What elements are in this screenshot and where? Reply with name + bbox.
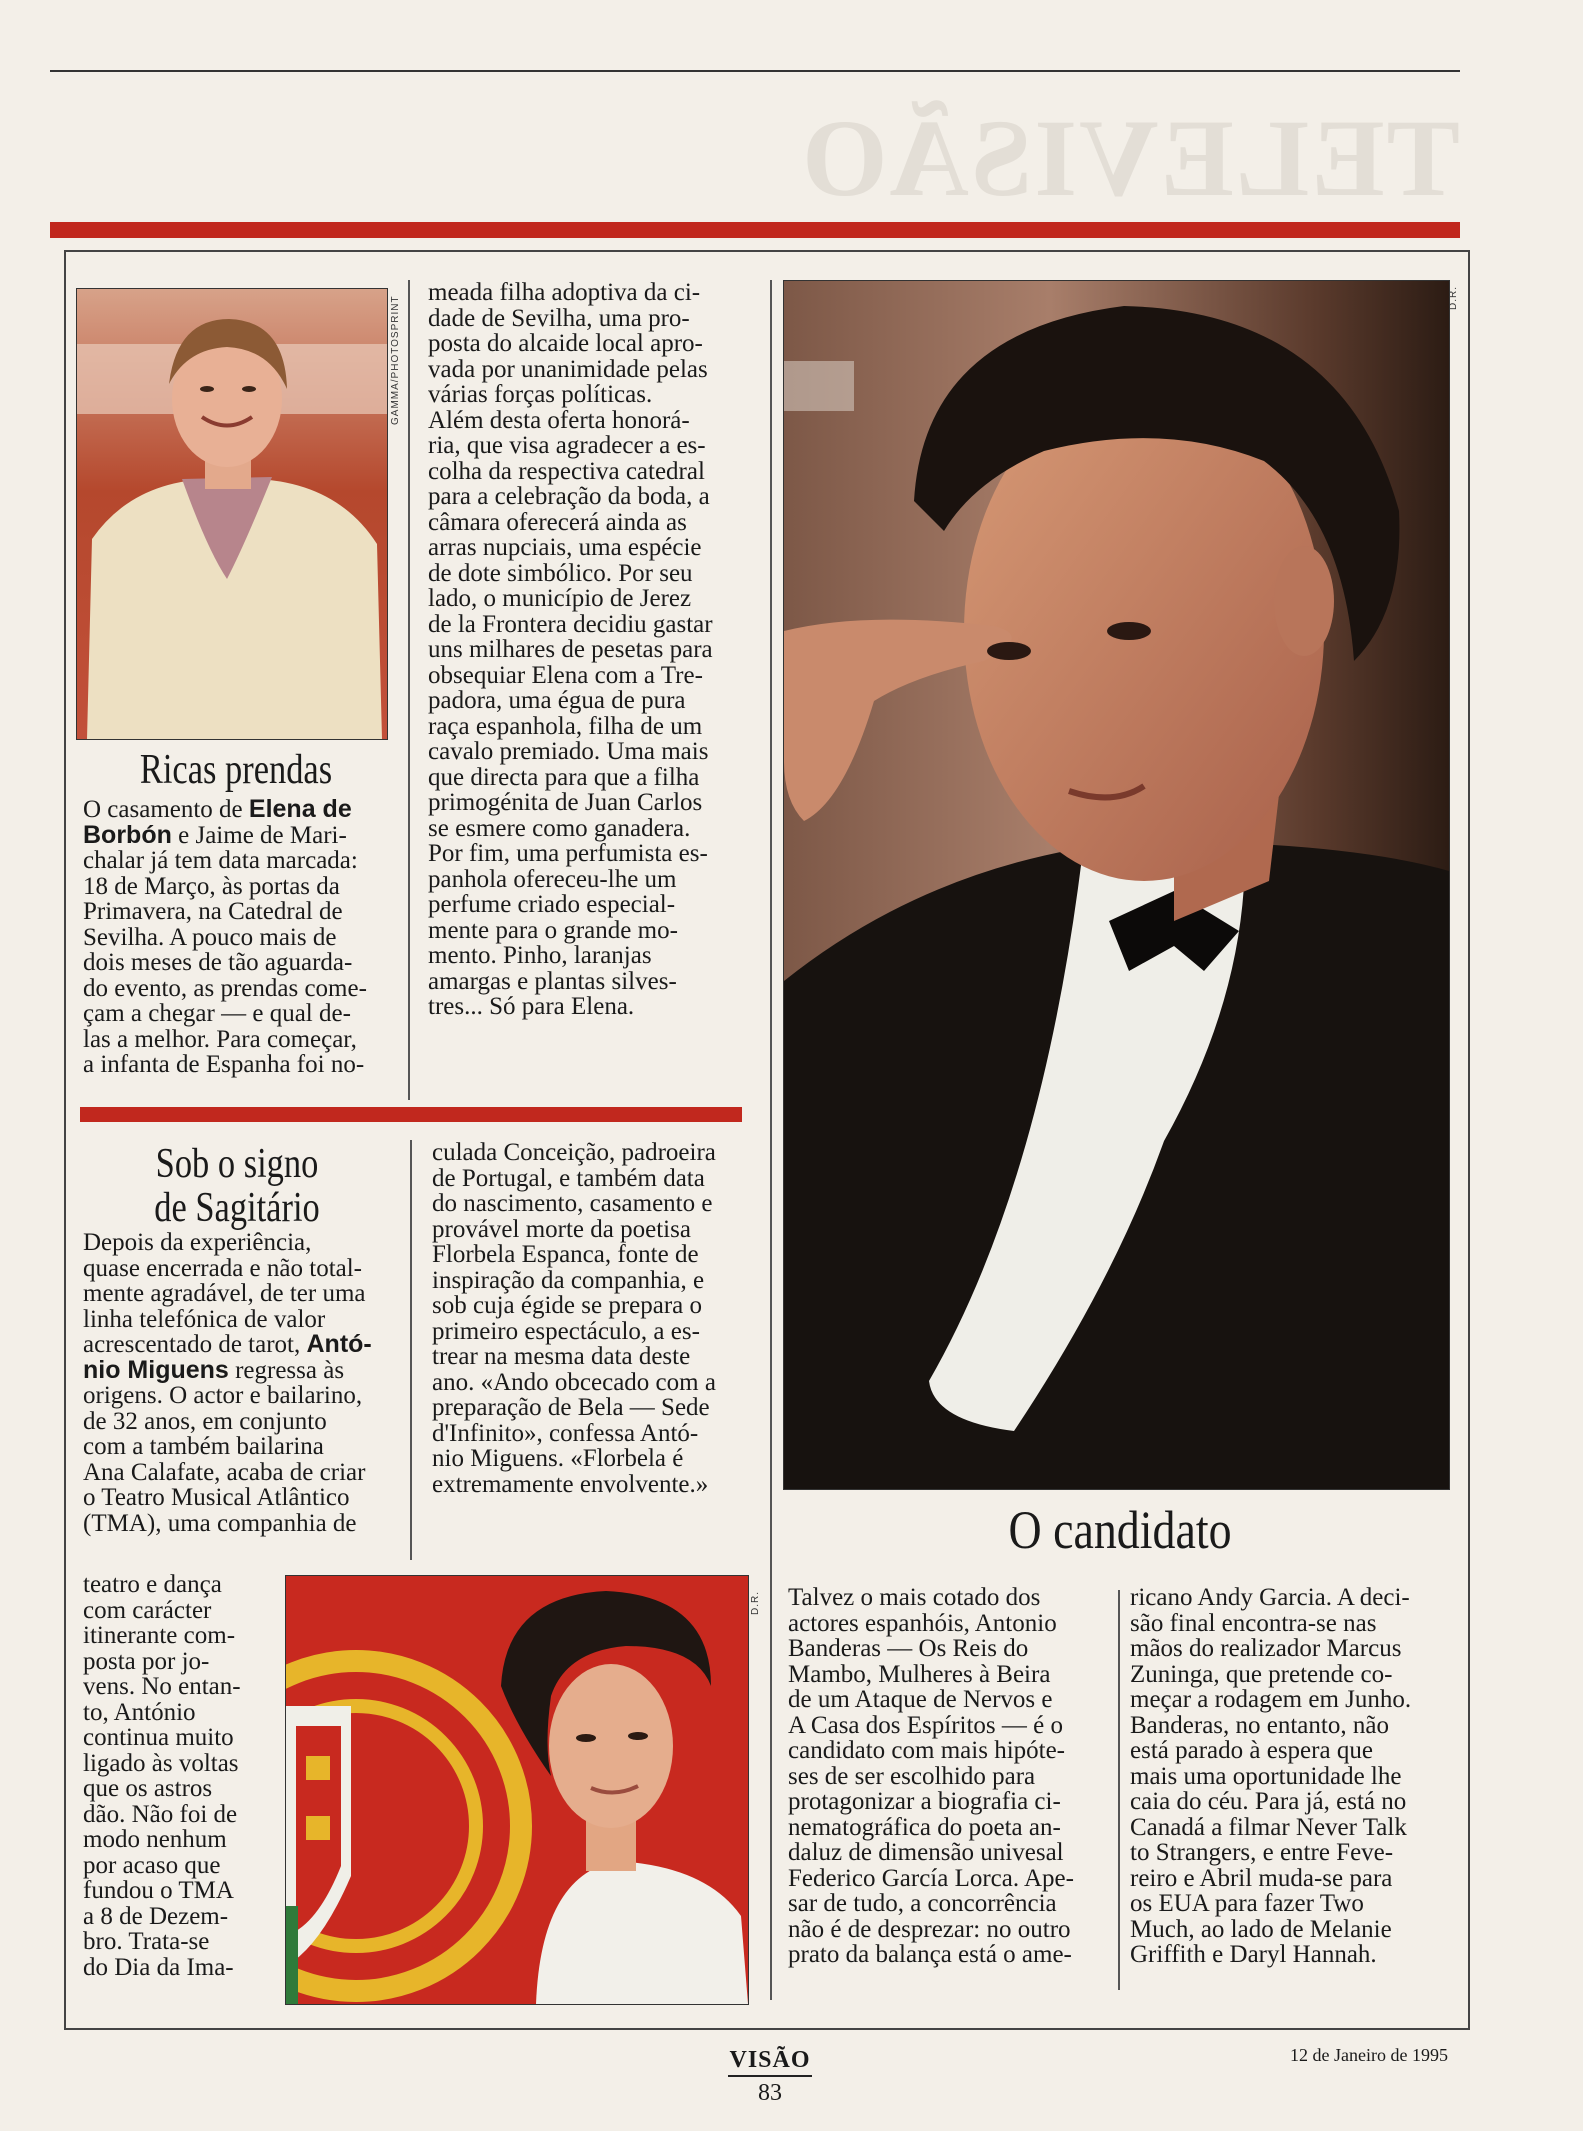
photo-antonio-banderas: [783, 280, 1450, 1490]
text-line: origens. O actor e bailarino,: [83, 1382, 363, 1409]
text-line: modo nenhum: [83, 1826, 227, 1853]
column-divider: [770, 280, 772, 2000]
text-line: padora, uma égua de pura: [428, 687, 686, 714]
text-line: itinerante com-: [83, 1622, 236, 1649]
text-line: Banderas, no entanto, não: [1130, 1711, 1389, 1739]
text-line: Canadá a filmar Never Talk: [1130, 1813, 1407, 1841]
text-line: extremamente envolvente.»: [432, 1470, 709, 1498]
text-line: Federico García Lorca. Ape-: [788, 1864, 1074, 1892]
text-line: culada Conceição, padroeira: [432, 1139, 716, 1166]
text-line: Primavera, na Catedral de: [83, 898, 343, 925]
text-line: Banderas — Os Reis do: [788, 1635, 1029, 1662]
text-line: sar de tudo, a concorrência: [788, 1890, 1057, 1917]
footer-rule: [728, 2075, 812, 2077]
text-line: o Teatro Musical Atlântico: [83, 1484, 350, 1511]
text-line: dade de Sevilha, uma pro-: [428, 304, 690, 332]
text-line: arras nupciais, uma espécie: [428, 534, 702, 561]
text-line: que directa para que a filha: [428, 763, 700, 791]
text-line: ses de ser escolhido para: [788, 1762, 1036, 1790]
text-line: to Strangers, e entre Feve-: [1130, 1839, 1394, 1866]
miguens-portrait-illustration: [286, 1576, 748, 2004]
text-line: se esmere como ganadera.: [428, 814, 691, 842]
text-line: actores espanhóis, Antonio: [788, 1609, 1057, 1637]
text-line: O casamento de Elena de: [83, 795, 352, 823]
text-line: nio Miguens. «Florbela é: [432, 1445, 684, 1472]
text-line: com a também bailarina: [83, 1433, 324, 1460]
text-line: obsequiar Elena com a Tre-: [428, 661, 703, 689]
article1-col2: [428, 280, 743, 1020]
article3-col1: [788, 1585, 1108, 1968]
text-line: de Portugal, e também data: [432, 1164, 705, 1192]
article2-col2: [432, 1140, 744, 1497]
text-line: Zuninga, que pretende co-: [1130, 1660, 1393, 1688]
text-line: chalar já tem data marcada:: [83, 847, 358, 874]
text-line: preparação de Bela — Sede: [432, 1394, 710, 1421]
text-line: Much, ao lado de Melanie: [1130, 1915, 1392, 1943]
text-line: mãos do realizador Marcus: [1130, 1635, 1402, 1662]
photo-credit: D.R.: [750, 1591, 761, 1615]
column-divider: [408, 280, 410, 1100]
text-line: caia do céu. Para já, está no: [1130, 1788, 1407, 1815]
text-line: cavalo premiado. Uma mais: [428, 738, 709, 765]
text-line: bro. Trata-se: [83, 1928, 210, 1955]
text-line: reiro e Abril muda-se para: [1130, 1864, 1393, 1892]
text-line: meçar a rodagem em Junho.: [1130, 1686, 1412, 1713]
text-line: raça espanhola, filha de um: [428, 712, 703, 740]
text-line: Depois da experiência,: [83, 1229, 312, 1256]
text-line: vada por unanimidade pelas: [428, 355, 708, 383]
photo-credit: D.R.: [1448, 286, 1459, 310]
text-line: nio Miguens regressa às: [83, 1355, 345, 1384]
elena-portrait-illustration: [77, 289, 387, 739]
text-line: mais uma oportunidade lhe: [1130, 1762, 1402, 1790]
text-line: linha telefónica de valor: [83, 1305, 326, 1333]
text-line: fundou o TMA: [83, 1877, 234, 1904]
text-line: meada filha adoptiva da ci-: [428, 279, 701, 306]
article2-col1-narrow: [83, 1572, 266, 1980]
text-line: dois meses de tão aguarda-: [83, 949, 353, 976]
text-line: amargas e plantas silves-: [428, 967, 677, 995]
article1-title: Ricas prendas: [139, 747, 333, 793]
text-line: (TMA), uma companhia de: [83, 1509, 357, 1537]
text-line: mento. Pinho, laranjas: [428, 942, 652, 969]
text-line: candidato com mais hipóte-: [788, 1737, 1066, 1764]
article3-col2: [1130, 1585, 1448, 1968]
text-line: do nascimento, casamento e: [432, 1190, 713, 1217]
text-line: to, António: [83, 1698, 196, 1726]
text-line: panhola ofereceu-lhe um: [428, 865, 677, 893]
article2-col1: [83, 1230, 398, 1536]
text-line: câmara oferecerá ainda as: [428, 508, 687, 536]
text-line: posta do alcaide local apro-: [428, 330, 703, 357]
text-line: Sevilha. A pouco mais de: [83, 923, 337, 951]
text-line: continua muito: [83, 1724, 234, 1751]
text-line: Florbela Espanca, fonte de: [432, 1241, 699, 1268]
text-line: posta por jo-: [83, 1647, 210, 1675]
page-number: 83: [758, 2080, 782, 2106]
title-line: Sob o signo: [155, 1141, 319, 1187]
text-line: A Casa dos Espíritos — é o: [788, 1711, 1063, 1739]
text-line: do evento, as prendas come-: [83, 974, 367, 1002]
text-line: de la Frontera decidiu gastar: [428, 610, 713, 638]
text-line: nematográfica do poeta an-: [788, 1813, 1061, 1841]
text-line: teatro e dança: [83, 1571, 222, 1598]
top-rule: [50, 70, 1460, 72]
text-line: várias forças políticas.: [428, 381, 653, 408]
photo-elena: [76, 288, 388, 740]
banderas-portrait-illustration: [784, 281, 1449, 1489]
text-line: inspiração da companhia, e: [432, 1266, 705, 1294]
magazine-logo: VISÃO: [729, 2047, 811, 2073]
text-line: vens. No entan-: [83, 1673, 241, 1700]
text-line: do Dia da Ima-: [83, 1953, 234, 1981]
text-line: daluz de dimensão univesal: [788, 1839, 1064, 1866]
text-line: a 8 de Dezem-: [83, 1902, 229, 1930]
text-line: dão. Não foi de: [83, 1800, 238, 1828]
text-line: de um Ataque de Nervos e: [788, 1686, 1053, 1713]
text-line: Além desta oferta honorá-: [428, 406, 690, 434]
text-line: colha da respectiva catedral: [428, 457, 705, 485]
text-line: acrescentado de tarot, Antó-: [83, 1330, 372, 1358]
text-line: mente para o grande mo-: [428, 916, 678, 944]
photo-credit: GAMMA/PHOTOSPRINT: [390, 295, 401, 425]
text-line: las a melhor. Para começar,: [83, 1025, 357, 1053]
text-line: perfume criado especial-: [428, 891, 676, 918]
text-line: de dote simbólico. Por seu: [428, 559, 693, 587]
text-line: sob cuja égide se prepara o: [432, 1292, 703, 1319]
text-line: d'Infinito», confessa Antó-: [432, 1419, 699, 1447]
text-line: Griffith e Daryl Hannah.: [1130, 1941, 1377, 1968]
text-line: ria, que visa agradecer a es-: [428, 432, 706, 459]
text-line: lado, o município de Jerez: [428, 585, 692, 612]
text-line: prato da balança está o ame-: [788, 1941, 1072, 1968]
text-line: Ana Calafate, acaba de criar: [83, 1458, 366, 1486]
text-line: primogénita de Juan Carlos: [428, 789, 703, 816]
text-line: Mambo, Mulheres à Beira: [788, 1660, 1051, 1688]
text-line: çam a chegar — e qual de-: [83, 1000, 351, 1027]
bleed-through-heading: TELEVISÃO: [800, 97, 1460, 210]
article3-title: O candidato: [1008, 1500, 1232, 1560]
text-line: para a celebração da boda, a: [428, 483, 710, 510]
text-line: está parado à espera que: [1130, 1737, 1373, 1764]
text-line: provável morte da poetisa: [432, 1215, 691, 1243]
section-red-bar: [50, 222, 1460, 238]
column-divider: [410, 1140, 412, 1560]
text-line: os EUA para fazer Two: [1130, 1890, 1364, 1917]
text-line: com carácter: [83, 1596, 212, 1624]
article1-col1: [83, 797, 393, 1078]
issue-date: 12 de Janeiro de 1995: [1290, 2045, 1448, 2065]
article2-title: [105, 1142, 369, 1230]
text-line: por acaso que: [83, 1851, 221, 1879]
text-line: primeiro espectáculo, a es-: [432, 1317, 700, 1345]
text-line: quase encerrada e não total-: [83, 1254, 363, 1282]
text-line: ano. «Ando obcecado com a: [432, 1368, 716, 1396]
text-line: a infanta de Espanha foi no-: [83, 1051, 365, 1078]
text-line: ligado às voltas: [83, 1749, 239, 1777]
column-divider: [1118, 1590, 1120, 1990]
text-line: trear na mesma data deste: [432, 1343, 691, 1370]
text-line: Borbón e Jaime de Mari-: [83, 820, 347, 849]
section-red-bar: [80, 1107, 742, 1122]
text-line: protagonizar a biografia ci-: [788, 1788, 1061, 1815]
text-line: 18 de Março, às portas da: [83, 872, 340, 900]
text-line: Por fim, uma perfumista es-: [428, 840, 708, 867]
text-line: uns milhares de pesetas para: [428, 636, 713, 663]
text-line: Talvez o mais cotado dos: [788, 1584, 1041, 1611]
text-line: ricano Andy Garcia. A deci-: [1130, 1584, 1410, 1611]
text-line: não é de desprezar: no outro: [788, 1915, 1071, 1943]
text-line: que os astros: [83, 1775, 213, 1802]
photo-antonio-miguens: [285, 1575, 749, 2005]
text-line: mente agradável, de ter uma: [83, 1280, 366, 1307]
text-line: de 32 anos, em conjunto: [83, 1407, 327, 1435]
text-line: tres... Só para Elena.: [428, 993, 635, 1020]
title-line: de Sagitário: [154, 1185, 320, 1231]
text-line: são final encontra-se nas: [1130, 1609, 1377, 1637]
